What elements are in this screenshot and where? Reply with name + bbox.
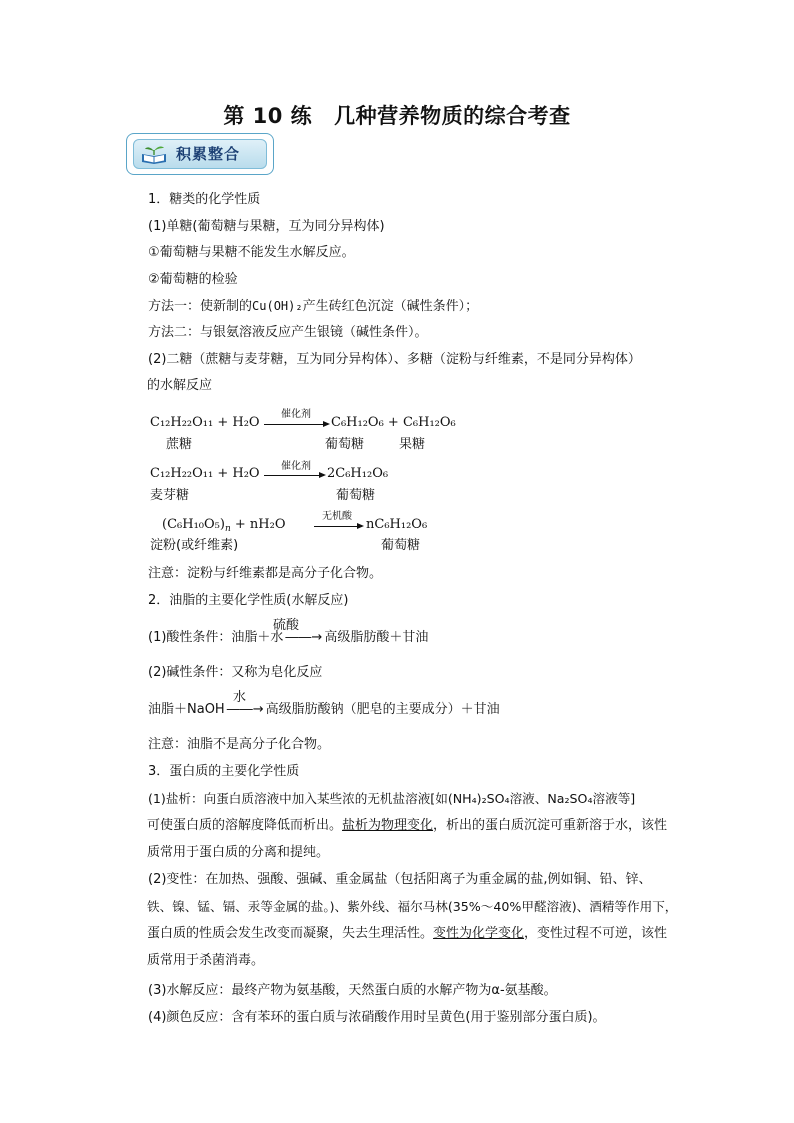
- eq1-name-sucrose: 蔗糖: [166, 437, 193, 452]
- chemical-change-underline: 变性为化学变化: [433, 926, 525, 941]
- s3-salting-out-cont: 可使蛋白质的溶解度降低而析出。盐析为物理变化，析出的蛋白质沉淀可重新溶于水，该性: [147, 818, 668, 833]
- eq3-lhs: $(C_6H_{10}O_5)_n + nH_2O$: [162, 517, 286, 534]
- s1-para-disaccharide-cont: 的水解反应: [147, 378, 213, 393]
- section3-heading: 3．蛋白质的主要化学性质: [148, 764, 300, 779]
- s1-para-monosaccharide: (1)单糖(葡萄糖与果糖，互为同分异构体): [148, 219, 385, 234]
- s3-hydrolysis: (3)水解反应：最终产物为氨基酸，天然蛋白质的水解产物为α-氨基酸。: [148, 983, 557, 998]
- eq3-catalyst: 无机酸: [322, 511, 352, 522]
- s1-para-glucose-test: ②葡萄糖的检验: [148, 272, 238, 287]
- eq2-catalyst: 催化剂: [281, 461, 311, 472]
- s2-acid-condition: (1)酸性条件：油脂＋水 ――→ 高级脂肪酸＋甘油: [148, 630, 429, 645]
- s3-denaturation: (2)变性：在加热、强酸、强碱、重金属盐（包括阳离子为重金属的盐,例如铜、铅、锌、: [148, 872, 652, 887]
- s1-para-no-hydrolysis: ①葡萄糖与果糖不能发生水解反应。: [148, 245, 355, 260]
- book-plant-icon: [140, 142, 168, 164]
- eq1-arrow: [264, 424, 328, 425]
- s1-para-disaccharide: (2)二糖（蔗糖与麦芽糖，互为同分异构体）、多糖（淀粉与纤维素，不是同分异构体）: [148, 352, 641, 367]
- base-catalyst: 水: [233, 690, 247, 705]
- s2-note: 注意：油脂不是高分子化合物。: [148, 737, 331, 752]
- page-title: [0, 100, 794, 130]
- eq1-lhs: C₁₂H₂₂O₁₁ + H₂O: [150, 415, 260, 430]
- section2-heading: 2．油脂的主要化学性质(水解反应): [148, 593, 349, 608]
- eq3-arrow: [314, 526, 362, 527]
- eq1-name-fructose: 果糖: [399, 437, 426, 452]
- lesson-number: 第 10 练: [223, 104, 313, 128]
- s1-method-one: 方法一：使新制的Cu(OH)₂产生砖红色沉淀（碱性条件）；: [148, 299, 479, 314]
- eq1-rhs: C₆H₁₂O₆ + C₆H₁₂O₆: [331, 415, 456, 430]
- eq2-lhs: C₁₂H₂₂O₁₁ + H₂O: [150, 466, 260, 481]
- eq2-name-maltose: 麦芽糖: [150, 488, 190, 503]
- s2-base-condition: (2)碱性条件：又称为皂化反应: [148, 665, 323, 680]
- copper-hydroxide-formula: Cu(OH)₂: [252, 299, 303, 313]
- s3-denaturation-cont2: 蛋白质的性质会发生改变而凝聚，失去生理活性。变性为化学变化，变性过程不可逆，该性: [147, 926, 668, 941]
- s3-denaturation-end: 质常用于杀菌消毒。: [147, 953, 265, 968]
- eq3-name-glucose: 葡萄糖: [381, 538, 421, 553]
- eq3-name-starch: 淀粉(或纤维素): [150, 538, 239, 553]
- s3-denaturation-cont: 铁、镍、锰、镉、汞等金属的盐。)、紫外线、福尔马林(35%～40%甲醛溶液)、酒精等作用下，: [147, 899, 678, 914]
- s1-note: 注意：淀粉与纤维素都是高分子化合物。: [148, 566, 383, 581]
- s3-salting-out-end: 质常用于蛋白质的分离和提纯。: [147, 845, 330, 860]
- eq1-catalyst: 催化剂: [281, 409, 311, 420]
- eq1-name-glucose: 葡萄糖: [325, 437, 365, 452]
- acid-catalyst: 硫酸: [273, 618, 300, 633]
- s1-method-two: 方法二：与银氨溶液反应产生银镜（碱性条件）。: [148, 325, 428, 340]
- section-banner: [126, 133, 274, 175]
- eq2-arrow: [264, 475, 324, 476]
- section1-heading: 1．糖类的化学性质: [148, 192, 261, 207]
- banner-label: 积累整合: [176, 145, 241, 163]
- eq2-name-glucose: 葡萄糖: [336, 488, 376, 503]
- s3-color-reaction: (4)颜色反应：含有苯环的蛋白质与浓硝酸作用时呈黄色(用于鉴别部分蛋白质)。: [148, 1010, 606, 1025]
- lesson-title: 几种营养物质的综合考查: [334, 104, 571, 128]
- s3-salting-out: (1)盐析：向蛋白质溶液中加入某些浓的无机盐溶液[如(NH₄)₂SO₄溶液、Na₂SO₄溶液等]: [148, 791, 636, 806]
- eq2-rhs: 2C₆H₁₂O₆: [327, 466, 389, 481]
- physical-change-underline: 盐析为物理变化: [342, 818, 434, 833]
- eq3-rhs: nC₆H₁₂O₆: [366, 517, 428, 532]
- s2-saponification: 油脂＋NaOH ――→ 高级脂肪酸钠（肥皂的主要成分）＋甘油: [148, 702, 500, 717]
